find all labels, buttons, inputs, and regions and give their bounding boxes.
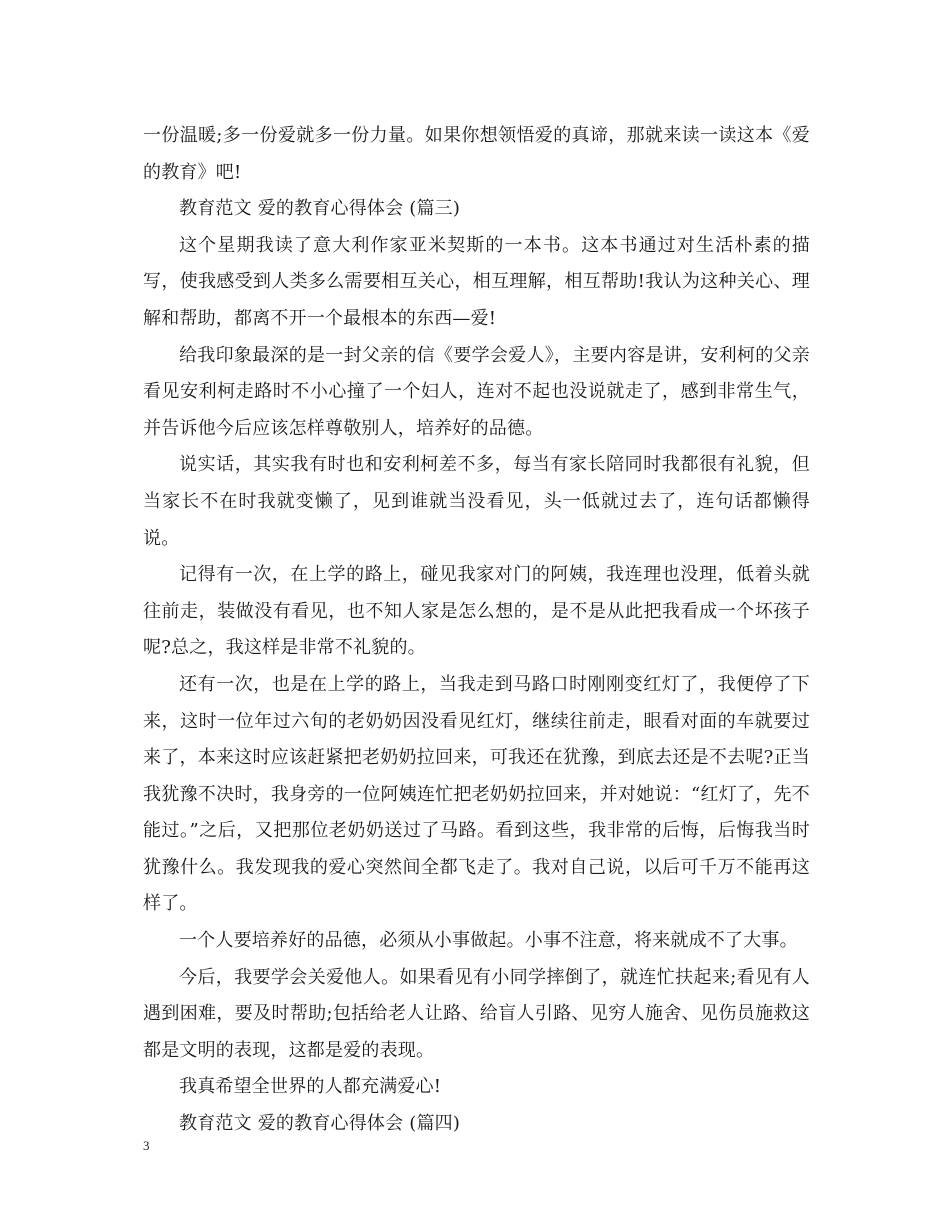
section-heading-part-4: 教育范文 爱的教育心得体会 (篇四) xyxy=(179,1113,461,1135)
paragraph: 一个人要培养好的品德，必须从小事做起。小事不注意，将来就成不了大事。 xyxy=(179,930,798,952)
paragraph: 说实话，其实我有时也和安利柯差不多，每当有家长陪同时我都很有礼貌，但当家长不在时我就变懒了，见到谁就当没看见，头一低就过去了，连句话都懒得说。 xyxy=(143,454,810,549)
paragraph: 还有一次，也是在上学的路上，当我走到马路口时刚刚变红灯了，我便停了下来，这时一位年过六旬的老奶奶因没看见红灯，继续往前走，眼看对面的车就要过来了，本来这时应该赶紧把老奶奶拉回来，可我还在犹豫，到底去还是不去呢?正当我犹豫不决时，我身旁的一位阿姨连忙把老奶奶拉回来，并对她说：“红灯了，先不能过。”之后，又把那位老奶奶送过了马路。看到这些，我非常的后悔，后悔我当时犹豫什么。我发现我的爱心突然间全都飞走了。我对自己说，以后可千万不能再这样了。 xyxy=(143,673,810,915)
paragraph-continuation: 一份温暖;多一份爱就多一份力量。如果你想领悟爱的真谛，那就来读一读这本《爱的教育》吧! xyxy=(143,125,810,183)
paragraph: 记得有一次，在上学的路上，碰见我家对门的阿姨，我连理也没理，低着头就往前走，装做没有看见，也不知人家是怎么想的，是不是从此把我看成一个坏孩子呢?总之，我这样是非常不礼貌的。 xyxy=(143,564,810,659)
paragraph: 给我印象最深的是一封父亲的信《要学会爱人》，主要内容是讲，安利柯的父亲看见安利柯走路时不小心撞了一个妇人，连对不起也没说就走了，感到非常生气，并告诉他今后应该怎样尊敬别人，培养好的品德。 xyxy=(143,344,810,439)
paragraph: 这个星期我读了意大利作家亚米契斯的一本书。这本书通过对生活朴素的描写，使我感受到人类多么需要相互关心，相互理解，相互帮助!我认为这种关心、理解和帮助，都离不开一个最根本的东西—爱! xyxy=(143,234,810,329)
page-number: 3 xyxy=(143,1138,150,1153)
paragraph: 我真希望全世界的人都充满爱心! xyxy=(179,1076,442,1098)
document-body xyxy=(143,118,810,1143)
paragraph: 今后，我要学会关爱他人。如果看见有小同学摔倒了，就连忙扶起来;看见有人遇到困难，要及时帮助;包括给老人让路、给盲人引路、见穷人施舍、见伤员施救这都是文明的表现，这都是爱的表现。 xyxy=(143,966,810,1061)
section-heading-part-3: 教育范文 爱的教育心得体会 (篇三) xyxy=(179,198,461,220)
